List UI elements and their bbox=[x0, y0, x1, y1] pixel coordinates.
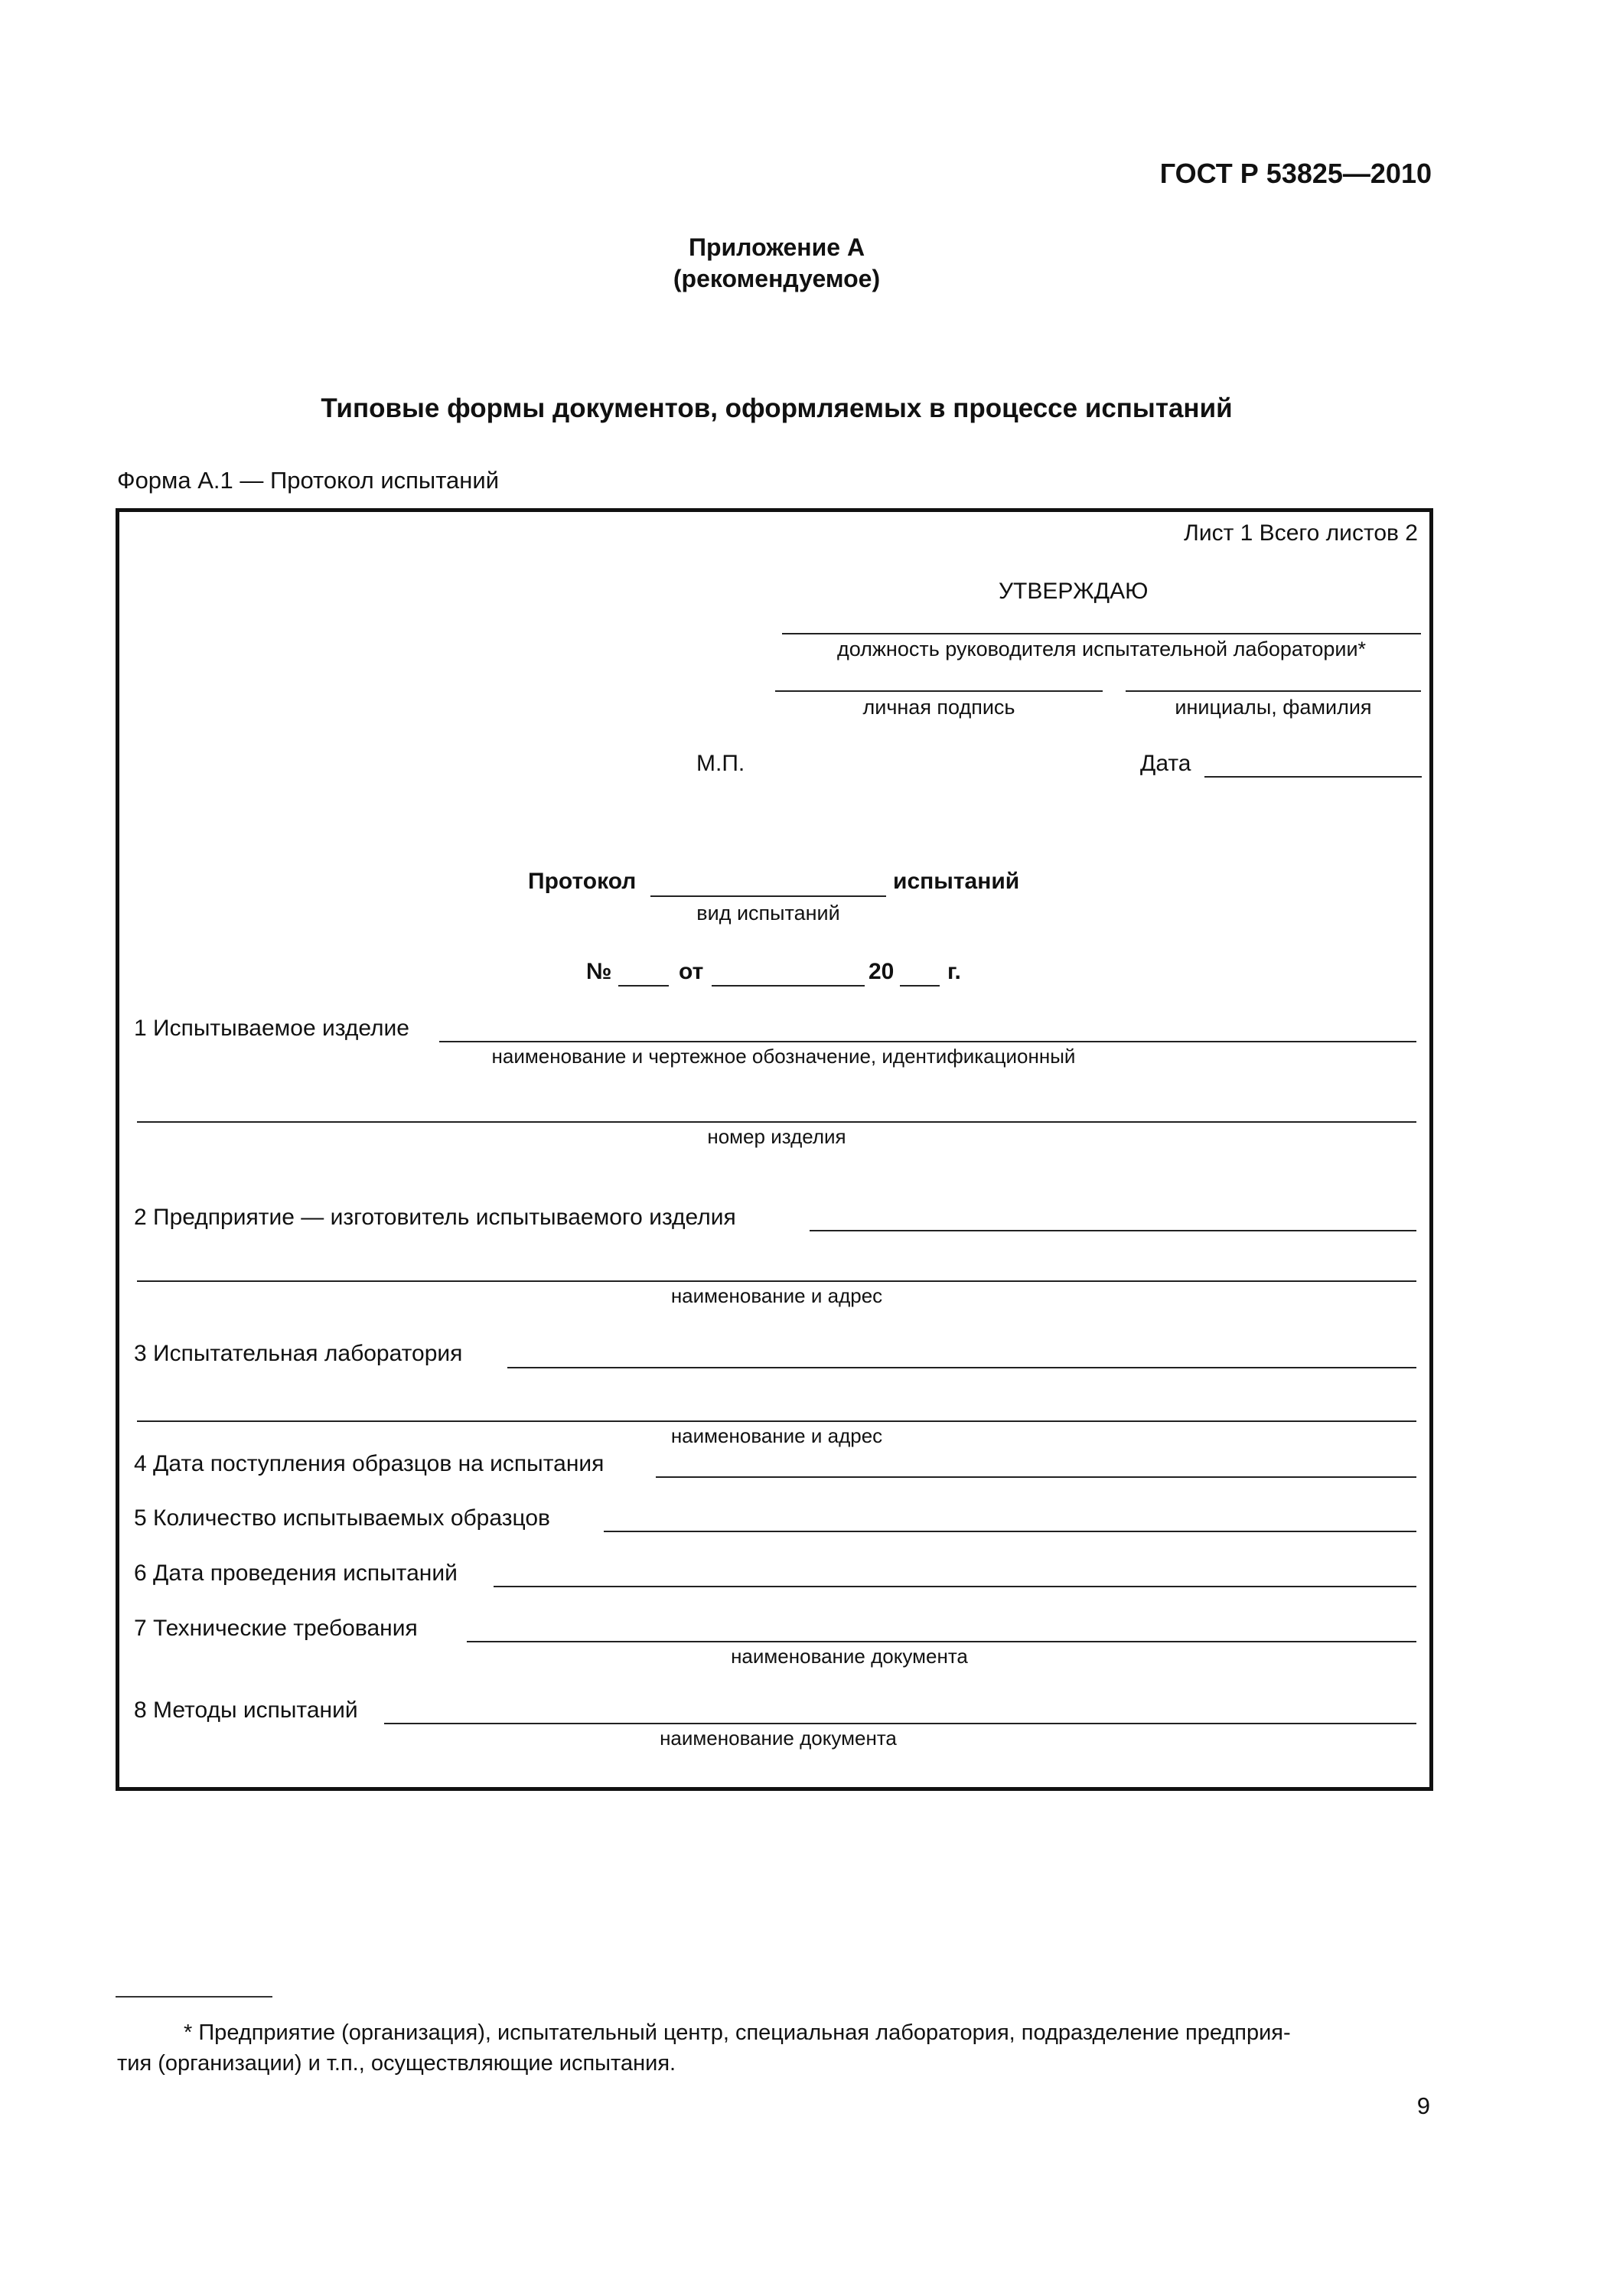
position-line bbox=[782, 633, 1421, 634]
appendix-title: Приложение А bbox=[688, 233, 865, 261]
field-7-line bbox=[467, 1641, 1416, 1642]
field-3-label: 3 Испытательная лаборатория bbox=[134, 1341, 463, 1366]
field-3-line-2 bbox=[137, 1420, 1416, 1422]
field-8-line bbox=[384, 1723, 1416, 1724]
field-7-caption: наименование документа bbox=[731, 1645, 968, 1668]
field-3-line bbox=[507, 1367, 1416, 1368]
name-line bbox=[1126, 690, 1421, 692]
appendix-subtitle: (рекомендуемое) bbox=[673, 265, 881, 292]
footnote-line-2: тия (организации) и т.п., осуществляющие испытания. bbox=[117, 2051, 676, 2076]
field-7-label: 7 Технические требования bbox=[134, 1616, 418, 1641]
field-8-caption: наименование документа bbox=[660, 1727, 897, 1750]
date-label: Дата bbox=[1140, 751, 1191, 776]
approve-label: УТВЕРЖДАЮ bbox=[999, 579, 1149, 604]
signature-line bbox=[775, 690, 1103, 692]
year-suffix: г. bbox=[947, 959, 961, 984]
page-title: Типовые формы документов, оформляемых в процессе испытаний bbox=[321, 393, 1233, 423]
number-sign: № bbox=[586, 959, 612, 984]
field-4-label: 4 Дата поступления образцов на испытания bbox=[134, 1451, 605, 1476]
field-1-caption-2: номер изделия bbox=[707, 1125, 846, 1148]
test-type-caption: вид испытаний bbox=[696, 902, 840, 925]
field-1-line-2 bbox=[137, 1121, 1416, 1123]
from-word: от bbox=[679, 959, 704, 984]
year-line bbox=[900, 985, 940, 987]
sheet-info: Лист 1 Всего листов 2 bbox=[1184, 520, 1418, 546]
field-6-label: 6 Дата проведения испытаний bbox=[134, 1561, 458, 1586]
date-issue-line bbox=[712, 985, 865, 987]
signature-caption: личная подпись bbox=[862, 696, 1015, 719]
field-5-line bbox=[604, 1531, 1416, 1532]
page-number: 9 bbox=[1416, 2092, 1430, 2119]
standard-code: ГОСТ Р 53825—2010 bbox=[1159, 158, 1432, 189]
form-label: Форма А.1 — Протокол испытаний bbox=[117, 467, 500, 494]
footnote-rule bbox=[116, 1996, 272, 1998]
field-2-caption: наименование и адрес bbox=[670, 1284, 883, 1307]
number-line bbox=[618, 985, 669, 987]
stamp-label: М.П. bbox=[696, 751, 745, 776]
field-5-label: 5 Количество испытываемых образцов bbox=[134, 1505, 550, 1531]
field-3-caption: наименование и адрес bbox=[670, 1424, 883, 1447]
field-1-caption: наименование и чертежное обозначение, идентификационный bbox=[491, 1045, 1076, 1068]
field-1-line bbox=[439, 1041, 1416, 1042]
date-line bbox=[1204, 776, 1422, 778]
field-4-line bbox=[656, 1476, 1416, 1478]
year-prefix: 20 bbox=[869, 959, 895, 984]
tests-word: испытаний bbox=[893, 869, 1020, 894]
test-type-line bbox=[650, 895, 886, 897]
field-1-label: 1 Испытываемое изделие bbox=[134, 1016, 409, 1041]
field-8-label: 8 Методы испытаний bbox=[134, 1698, 358, 1723]
field-2-line-2 bbox=[137, 1280, 1416, 1282]
field-6-line bbox=[494, 1586, 1416, 1587]
protocol-word: Протокол bbox=[528, 869, 637, 894]
footnote-line-1: * Предприятие (организация), испытательный центр, специальная лаборатория, подразделение предприя- bbox=[184, 2020, 1291, 2045]
position-caption: должность руководителя испытательной лаборатории* bbox=[836, 638, 1367, 660]
name-caption: инициалы, фамилия bbox=[1175, 696, 1372, 719]
field-2-line bbox=[810, 1230, 1416, 1231]
field-2-label: 2 Предприятие — изготовитель испытываемого изделия bbox=[134, 1205, 736, 1230]
